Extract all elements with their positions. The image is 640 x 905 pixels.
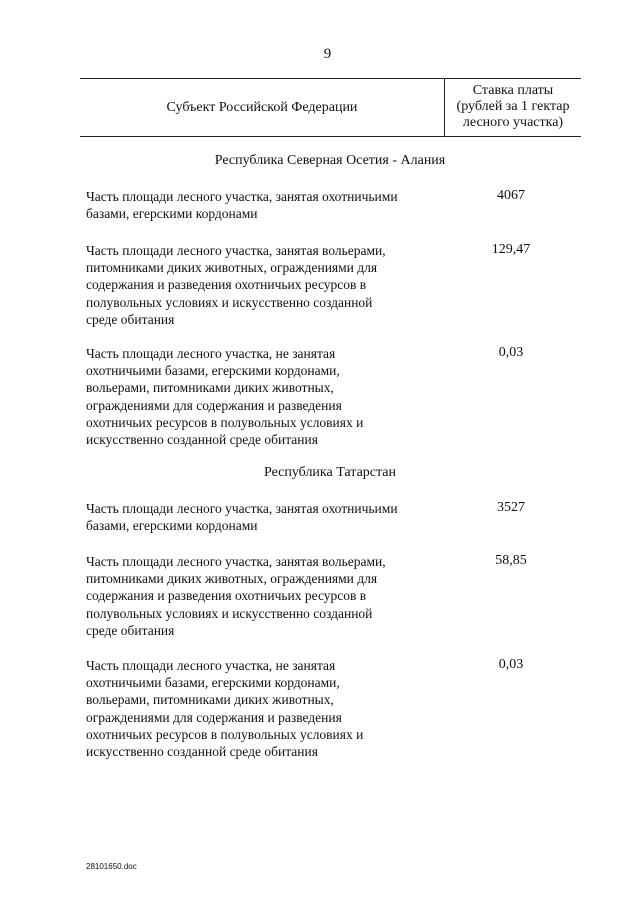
header-rate (445, 83, 581, 131)
row-description-line: Часть площади лесного участка, не занятая (86, 346, 336, 361)
row-description-line: Часть площади лесного участка, занятая вольерами, (86, 554, 386, 569)
row-description-line: среде обитания (86, 311, 175, 327)
row-description-line: полувольных условиях и искусственно созданной (86, 605, 373, 621)
header-subject: Субъект Российской Федерации (166, 100, 358, 115)
row-value: 4067 (497, 188, 525, 203)
row-description-line: охотничьими базами, егерскими кордонами, (86, 675, 340, 691)
row-description (86, 345, 436, 448)
row-description-line: полувольных условиях и искусственно созданной (86, 294, 373, 310)
row-description (86, 657, 436, 760)
row-description-line: питомниками диких животных, ограждениями для (86, 260, 378, 276)
row-description-line: ограждениями для содержания и разведения (86, 709, 342, 725)
row-description-line: содержания и разведения охотничьих ресурсов в (86, 277, 367, 293)
row-description-line: содержания и разведения охотничьих ресурсов в (86, 588, 367, 604)
header-rate-line: Ставка платы (472, 83, 554, 98)
row-value: 0,03 (498, 345, 524, 360)
row-description (86, 553, 436, 639)
row-description-line: среде обитания (86, 622, 175, 638)
row-description-line: Часть площади лесного участка, занятая охотничьими (86, 501, 398, 516)
header-rate-line: (рублей за 1 гектар (456, 99, 570, 114)
row-description-line: вольерами, питомниками диких животных, (86, 692, 334, 708)
header-rate-line: лесного участка) (462, 115, 564, 130)
row-description-line: Часть площади лесного участка, занятая охотничьими (86, 189, 398, 204)
table-top-rule (80, 78, 581, 79)
row-description-line: Часть площади лесного участка, не занятая (86, 658, 336, 673)
region-title: Республика Северная Осетия - Алания (214, 153, 446, 168)
row-description (86, 500, 436, 534)
row-value: 0,03 (498, 657, 524, 672)
row-description-line: охотничьих ресурсов в полувольных условиях и (86, 414, 364, 430)
row-description-line: Часть площади лесного участка, занятая вольерами, (86, 243, 386, 258)
row-description-line: искусственно созданной среде обитания (86, 432, 318, 448)
row-description-line: базами, егерскими кордонами (86, 206, 258, 222)
row-description-line: охотничьих ресурсов в полувольных условиях и (86, 726, 364, 742)
row-value: 129,47 (491, 242, 531, 257)
footer-doc-id: 28101650.doc (86, 862, 137, 871)
row-description-line: охотничьими базами, егерскими кордонами, (86, 363, 340, 379)
row-description (86, 188, 436, 222)
row-description-line: вольерами, питомниками диких животных, (86, 380, 334, 396)
row-description (86, 242, 436, 328)
row-description-line: ограждениями для содержания и разведения (86, 397, 342, 413)
row-description-line: базами, егерскими кордонами (86, 518, 258, 534)
region-title: Республика Татарстан (263, 465, 396, 480)
row-description-line: искусственно созданной среде обитания (86, 744, 318, 760)
page-number: 9 (323, 46, 332, 62)
table-header-rule (80, 136, 581, 137)
row-value: 3527 (497, 500, 525, 515)
row-description-line: питомниками диких животных, ограждениями для (86, 571, 378, 587)
row-value: 58,85 (495, 553, 527, 568)
